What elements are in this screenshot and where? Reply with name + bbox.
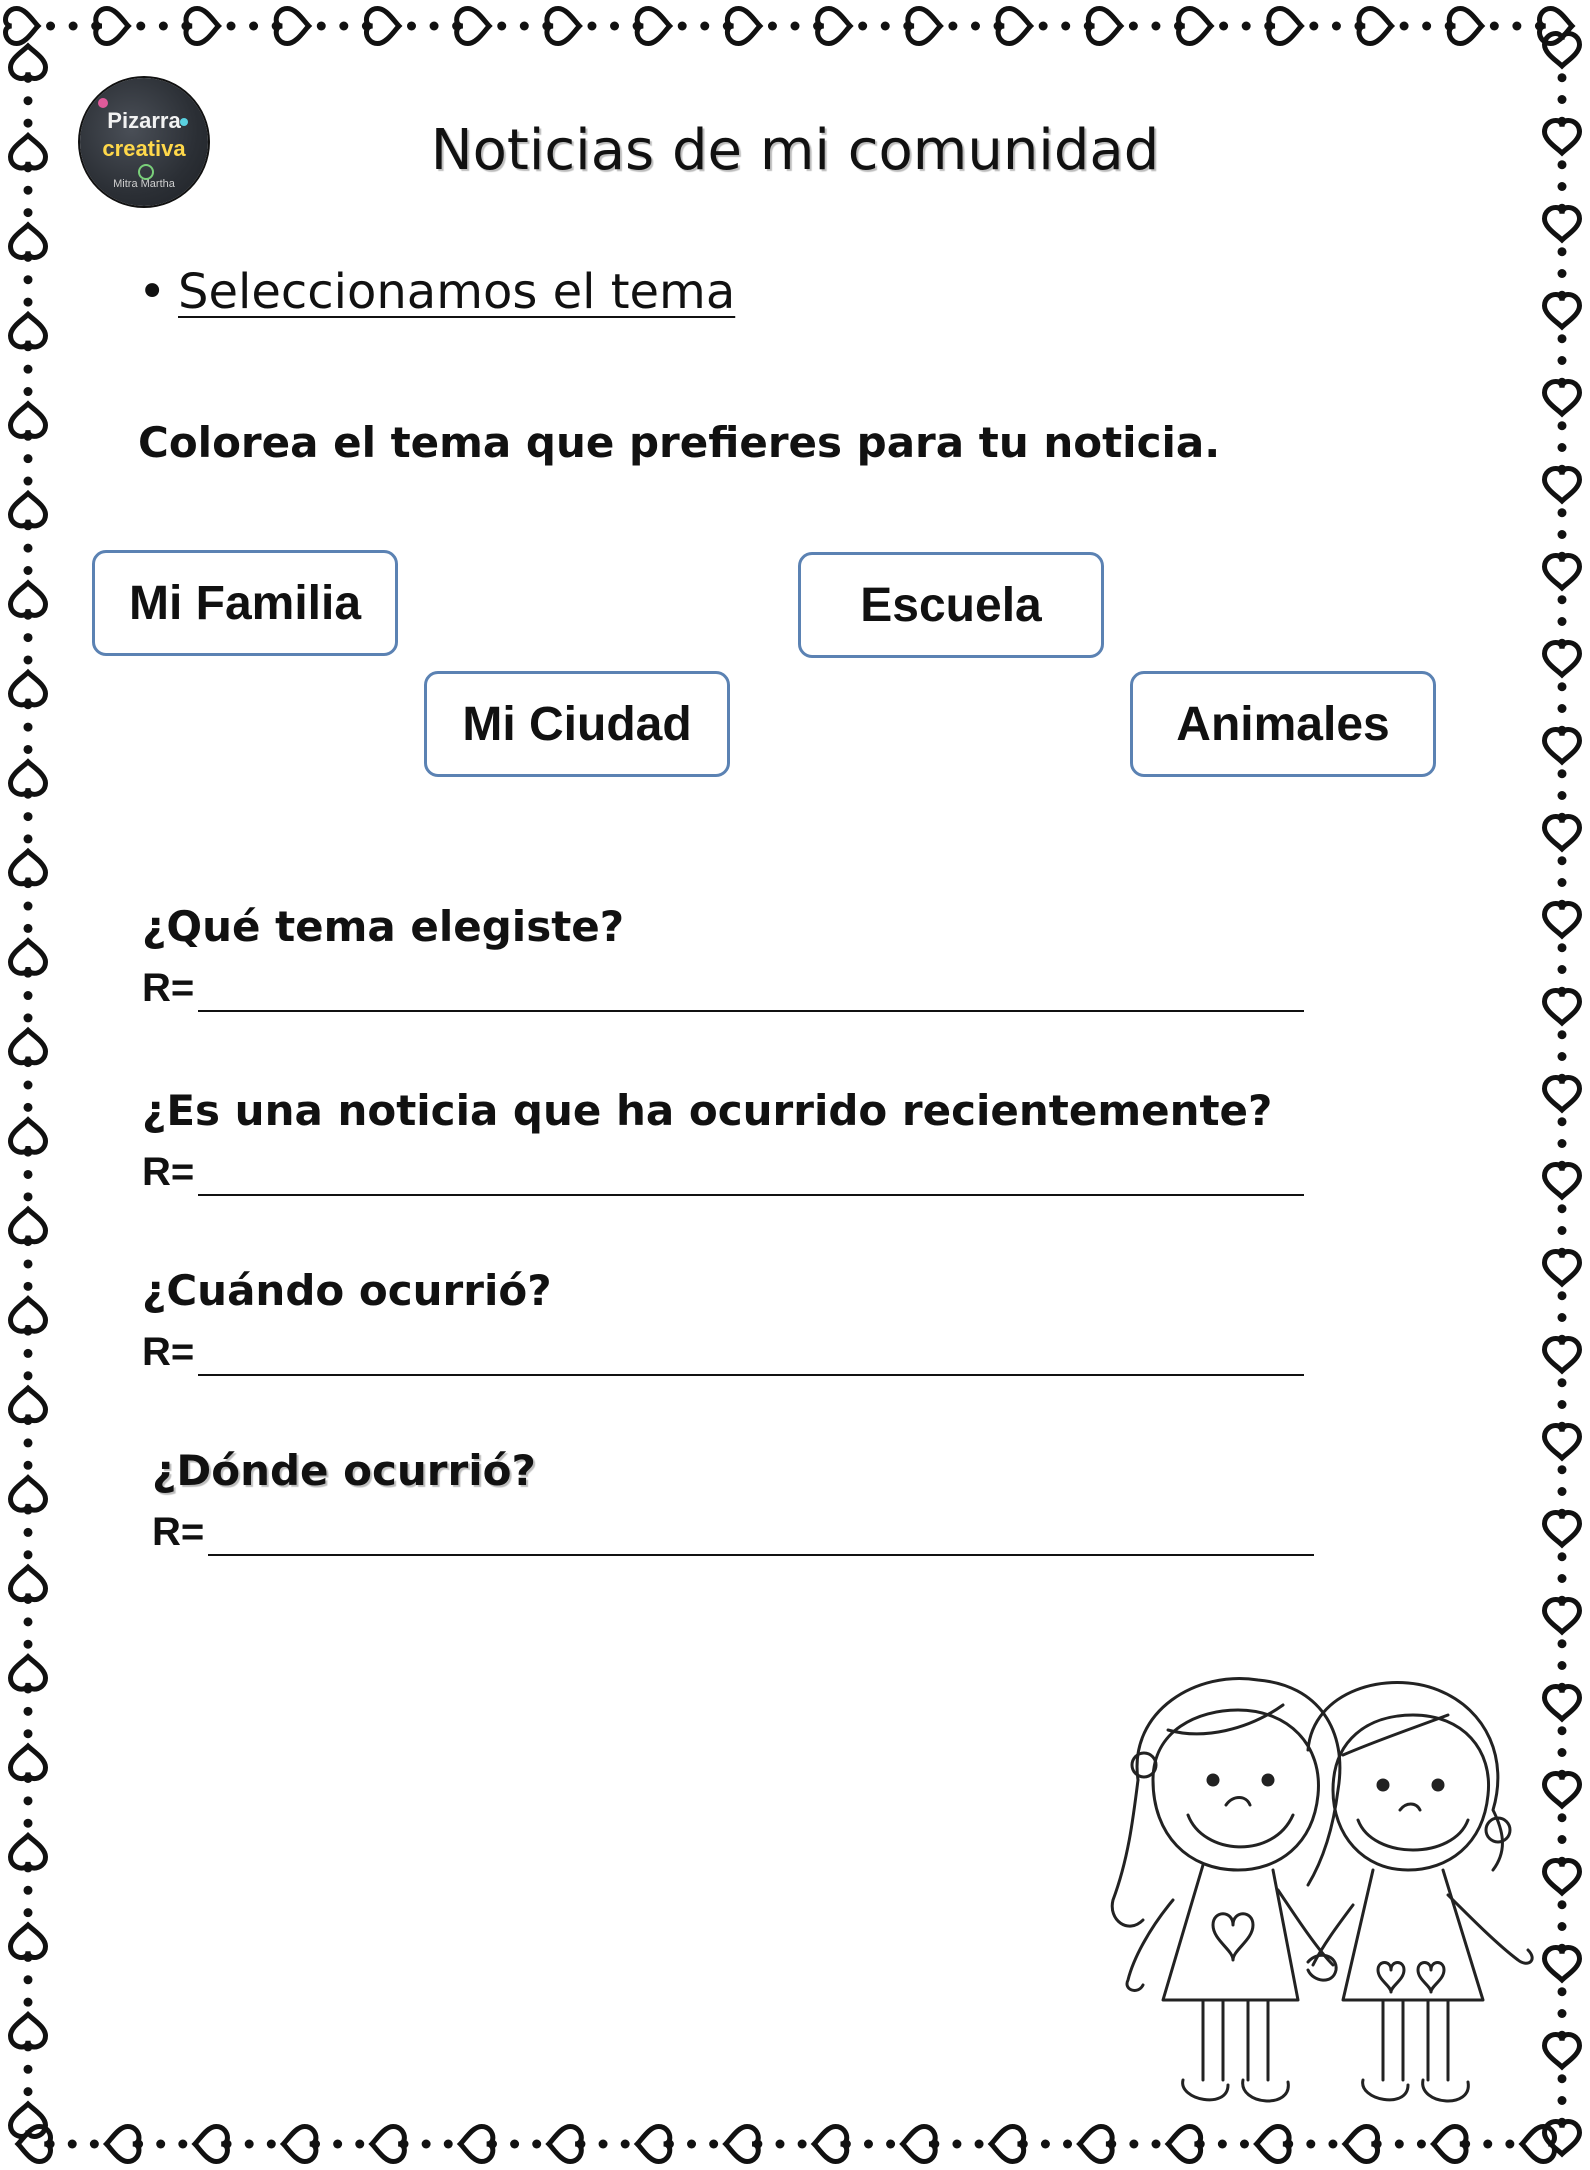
question-1: ¿Qué tema elegiste? xyxy=(142,902,625,951)
question-2: ¿Es una noticia que ha ocurrido recientemente? xyxy=(142,1086,1273,1135)
topic-box-escuela[interactable]: Escuela xyxy=(798,552,1104,658)
logo-line-3: Mitra Martha xyxy=(113,178,175,190)
answer-label-2: R= xyxy=(142,1150,195,1194)
two-girls-holding-hands-illustration xyxy=(1108,1670,1568,2130)
page-title: Noticias de mi comunidad xyxy=(430,118,1160,183)
answer-label-1: R= xyxy=(142,966,195,1010)
topic-box-animales[interactable]: Animales xyxy=(1130,671,1436,777)
section-heading xyxy=(138,264,735,320)
topic-box-mi-familia[interactable]: Mi Familia xyxy=(92,550,398,656)
answer-line-1[interactable] xyxy=(198,1010,1304,1012)
answer-line-4[interactable] xyxy=(208,1554,1314,1556)
answer-line-3[interactable] xyxy=(198,1374,1304,1376)
section-heading-text: Seleccionamos el tema xyxy=(178,264,736,320)
answer-label-3: R= xyxy=(142,1330,195,1374)
logo-line-2: creativa xyxy=(102,136,186,161)
question-4: ¿Dónde ocurrió? xyxy=(152,1446,536,1495)
answer-line-2[interactable] xyxy=(198,1194,1304,1196)
logo-line-1: Pizarra xyxy=(107,108,181,133)
topic-box-mi-ciudad[interactable]: Mi Ciudad xyxy=(424,671,730,777)
instruction-text: Colorea el tema que prefieres para tu noticia. xyxy=(138,418,1221,467)
question-3: ¿Cuándo ocurrió? xyxy=(142,1266,552,1315)
bullet: • xyxy=(138,264,167,320)
answer-label-4: R= xyxy=(152,1510,205,1554)
